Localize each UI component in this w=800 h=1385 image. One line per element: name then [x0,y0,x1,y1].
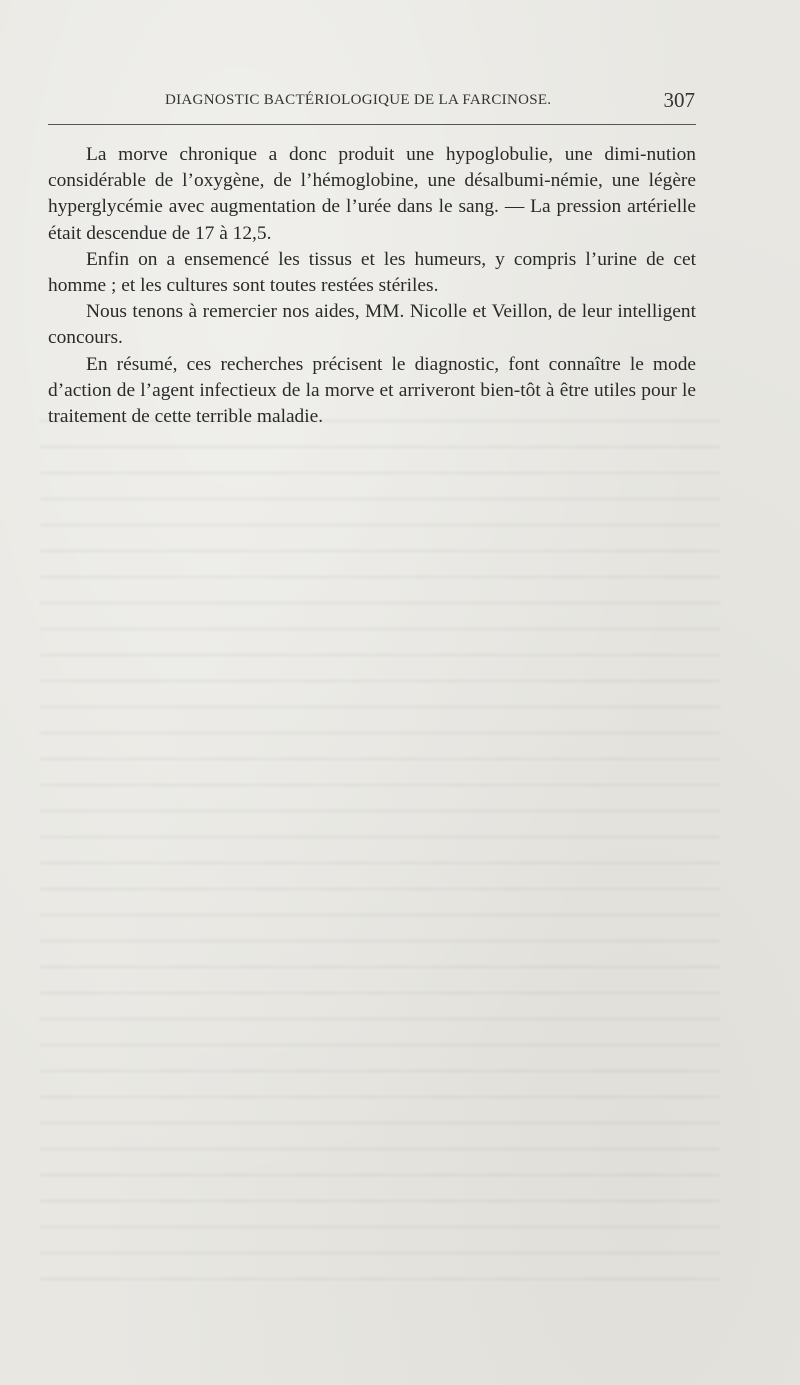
paragraph: Nous tenons à remercier nos aides, MM. Nicolle et Veillon, de leur intelligent concours. [48,301,696,349]
paragraph: La morve chronique a donc produit une hypoglobulie, une dimi-nution considérable de l’oxygène, de l’hémoglobine, une désalbumi-némie, une légère hyperglycémie avec augmentation de l’urée dans le sang. — La pression artérielle était descendue de 17 à 12,5. [48,144,696,244]
paragraph: En résumé, ces recherches précisent le diagnostic, font connaître le mode d’action de l’agent infectieux de la morve et arriveront bien-tôt à être utiles pour le traitement de cette terrible maladie. [48,353,696,428]
running-title: DIAGNOSTIC BACTÉRIOLOGIQUE DE LA FARCINOSE. [165,92,552,108]
running-header [165,88,695,112]
show-through-texture [40,420,720,1300]
body-text [48,142,696,430]
paragraph: Enfin on a ensemencé les tissus et les humeurs, y compris l’urine de cet homme ; et les cultures sont toutes restées stériles. [48,248,696,297]
header-rule [48,124,696,125]
page-number: 307 [663,88,695,112]
